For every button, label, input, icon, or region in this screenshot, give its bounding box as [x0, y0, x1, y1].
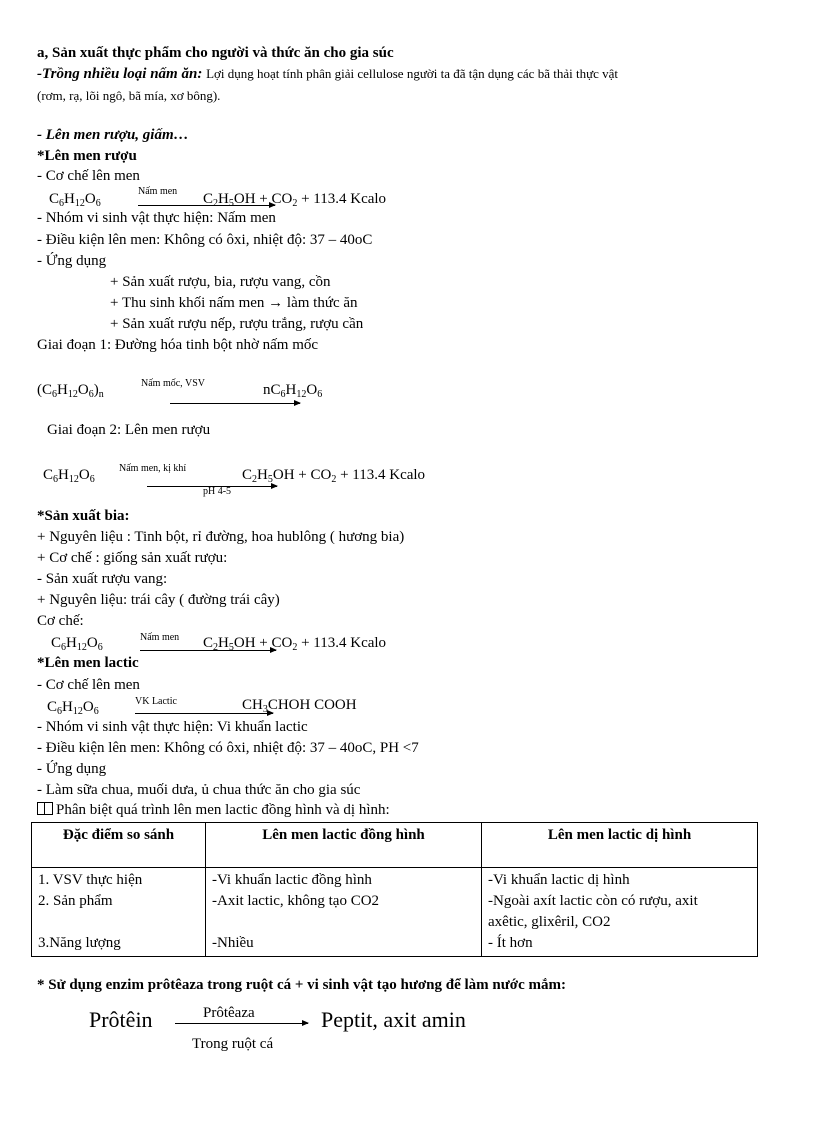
cell-line: -Ngoài axít lactic còn có rượu, axit: [488, 893, 698, 909]
eq5-catalyst: VK Lactic: [135, 696, 177, 707]
lactic-heading: *Lên men lactic: [37, 655, 139, 671]
eq1-right: $C_2H_5OH + CO_2 + 113.4$ Kcalo: [203, 191, 387, 209]
beer-heading: *Sản xuất bia:: [37, 508, 130, 524]
cell-spacer: [212, 912, 475, 933]
eq3-condition: pH 4-5: [203, 486, 232, 497]
cell-spacer: [38, 912, 199, 933]
cell-line: -Vi khuẩn lactic đồng hình: [212, 872, 372, 888]
lactic-line: - Làm sữa chua, muối dưa, ủ chua thức ăn cho gia súc: [37, 782, 361, 798]
intro-lead: -Trồng nhiều loại: [37, 66, 147, 82]
beer-line: + Cơ chế : giống sản xuất rượu:: [37, 550, 228, 566]
enzyme-heading: * Sử dụng enzim prôtêaza trong ruột cá + vi sinh vật tạo hương để làm nước mắm:: [37, 977, 566, 993]
stage-1-line: Giai đoạn 1: Đường hóa tinh bột nhờ nấm mốc: [37, 337, 319, 353]
eq1-left: $C_6H_{12}O_6$: [49, 191, 101, 209]
beer-line: - Sản xuất rượu vang:: [37, 571, 168, 587]
application-label: - Ứng dụng: [37, 253, 107, 269]
eq4-right: $C_2H_5OH + CO_2 + 113.4$ Kcalo: [203, 635, 387, 653]
eq2-arrow: [170, 403, 300, 404]
intro-text-2: (rơm, rạ, lõi ngô, bã mía, xơ bông).: [37, 88, 221, 103]
eq6-catalyst: Prôtêaza: [203, 1005, 255, 1021]
table-header: Lên men lactic đồng hình: [206, 823, 482, 868]
eq4-catalyst: Nấm men: [140, 632, 180, 643]
cell-line: -Axit lactic, không tạo CO2: [212, 893, 380, 909]
cell-line: axêtic, glixêril, CO2: [488, 914, 611, 930]
comparison-table: [31, 822, 758, 957]
ferment-heading: - Lên men rượu, giấm…: [37, 127, 189, 143]
alcohol-heading: *Lên men rượu: [37, 148, 137, 164]
application-item: + Sản xuất rượu nếp, rượu trắng, rượu cần: [110, 316, 364, 332]
lactic-line: - Điều kiện lên men: Không có ôxi, nhiệt độ: 37 – 40oC, PH <7: [37, 740, 419, 756]
condition-line: - Điều kiện lên men: Không có ôxi, nhiệt độ: 37 – 40oC: [37, 232, 373, 248]
eq3-right: $C_2H_5OH + CO_2 + 113.4$ Kcalo: [242, 467, 426, 485]
table-cell: [482, 868, 758, 957]
beer-line: Cơ chế:: [37, 613, 84, 629]
cell-line: 1. VSV thực hiện: [38, 872, 143, 888]
cell-line: - Ít hơn: [488, 935, 533, 951]
lactic-line: - Ứng dụng: [37, 761, 107, 777]
eq6-right: Peptit, axit amin: [321, 1007, 466, 1032]
table-cell: [32, 868, 206, 957]
application-item: + Sản xuất rượu, bia, rượu vang, cồn: [110, 274, 331, 290]
eq5-left: $C_6H_{12}O_6$: [47, 699, 99, 717]
cell-line: -Nhiều: [212, 935, 254, 951]
intro-line: [37, 65, 618, 83]
table-row: [32, 868, 758, 957]
table-cell: [206, 868, 482, 957]
stage-2-line: Giai đoạn 2: Lên men rượu: [47, 422, 211, 438]
eq6-left: Prôtêin: [89, 1007, 153, 1032]
lactic-mechanism: - Cơ chế lên men: [37, 677, 140, 693]
eq4-left: $C_6H_{12}O_6$: [51, 635, 103, 653]
eq6-arrow: [175, 1023, 308, 1024]
compare-title: [37, 801, 390, 819]
heading-a: a, Sản xuất thực phẩm cho người và thức ăn cho gia súc: [37, 45, 394, 61]
intro-rest: nấm ăn:: [146, 66, 207, 82]
eq2-left: $(C_6H_{12}O_6)_n$: [37, 382, 104, 400]
eq5-right: $CH_3CHOH$ COOH: [242, 697, 357, 715]
application-item: + Thu sinh khối nấm men → làm thức ăn: [110, 295, 358, 311]
cell-line: 2. Sản phẩm: [38, 893, 113, 909]
compare-title-text: Phân biệt quá trình lên men lactic đồng hình và dị hình:: [56, 802, 390, 818]
eq3-catalyst: Nấm men, kị khí: [119, 463, 187, 474]
beer-line: + Nguyên liệu : Tinh bột, rỉ đường, hoa hublông ( hương bia): [37, 529, 405, 545]
table-header: Lên men lactic dị hình: [482, 823, 758, 868]
mechanism-label: - Cơ chế lên men: [37, 168, 140, 184]
book-icon: [37, 802, 53, 815]
cell-line: -Vi khuẩn lactic dị hình: [488, 872, 630, 888]
table-header: Đặc điểm so sánh: [32, 823, 206, 868]
lactic-line: - Nhóm vi sinh vật thực hiện: Vi khuẩn lactic: [37, 719, 308, 735]
eq3-left: $C_6H_{12}O_6$: [43, 467, 95, 485]
eq2-right: $nC_6H_{12}O_6$: [263, 382, 323, 400]
eq2-catalyst: Nấm mốc, VSV: [141, 378, 205, 389]
table-header-row: [32, 823, 758, 868]
cell-line: 3.Năng lượng: [38, 935, 121, 951]
intro-text: Lợi dụng hoạt tính phân giải cellulose người ta đã tận dụng các bã thải thực vật: [206, 66, 619, 81]
eq6-condition: Trong ruột cá: [192, 1036, 274, 1052]
beer-line: + Nguyên liệu: trái cây ( đường trái cây): [37, 592, 280, 608]
microbe-line: - Nhóm vi sinh vật thực hiện: Nấm men: [37, 210, 276, 226]
eq1-catalyst: Nấm men: [138, 186, 178, 197]
